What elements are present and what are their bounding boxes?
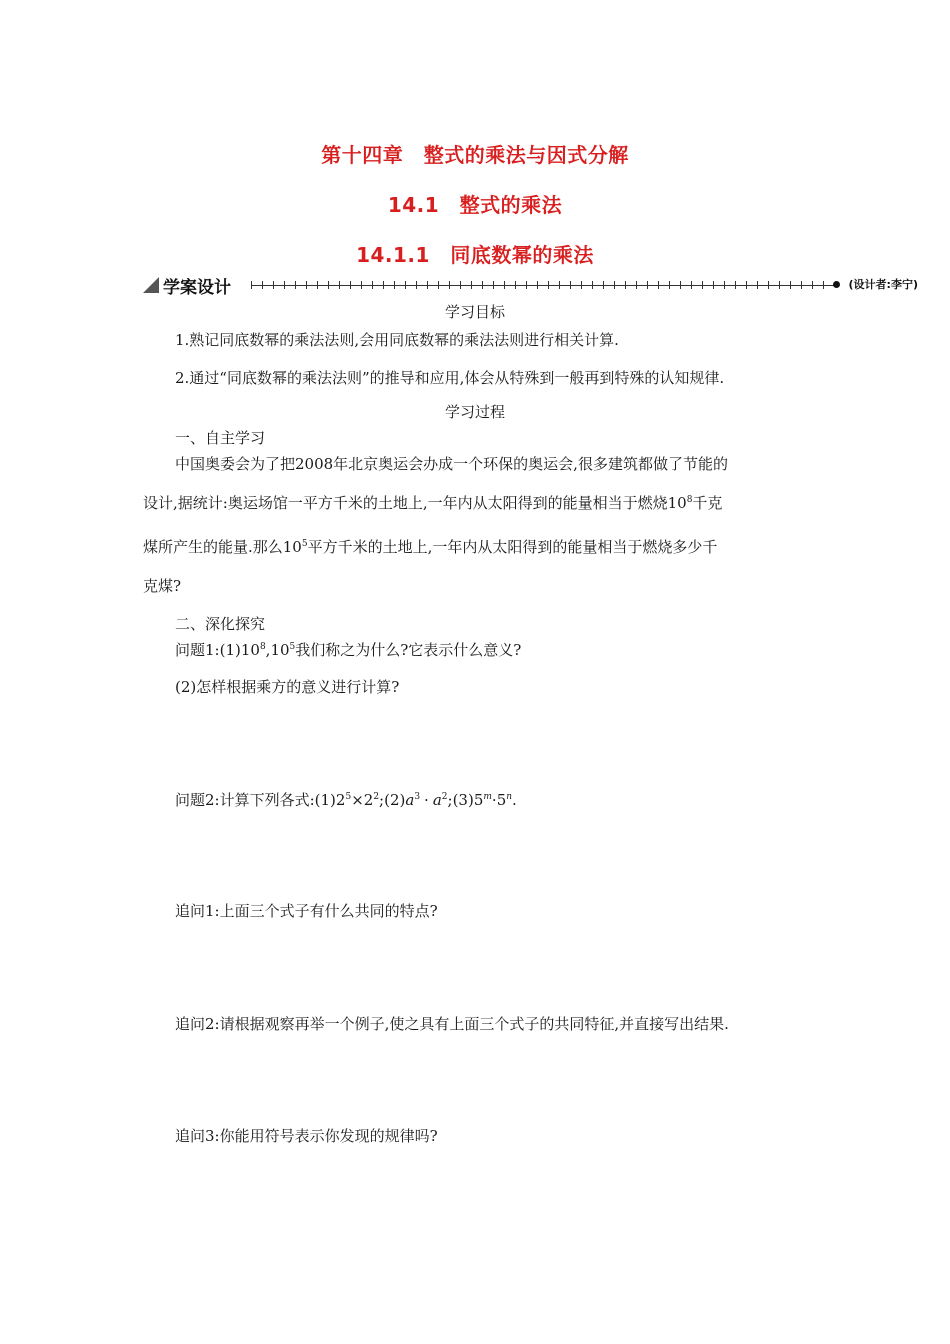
question-2: 问题2:计算下列各式$:(1)2^5\times 2^2;(2)a^3$ · $a^2;(3)5^m\cdot 5^n$. (175, 791, 517, 809)
part2-title: 二、深化探究 (175, 615, 266, 633)
section-title: 14.1 整式的乘法 (387, 193, 563, 217)
designer-credit: (设计者:李宁) (848, 278, 918, 291)
chapter-title: 第十四章 整式的乘法与因式分解 (321, 143, 629, 167)
follow-up-1: 追问1:上面三个式子有什么共同的特点? (175, 902, 438, 920)
triangle-icon (143, 277, 159, 293)
follow-up-3: 追问3:你能用符号表示你发现的规律吗? (175, 1127, 438, 1145)
banner-logo (143, 274, 231, 296)
banner-dot-icon (833, 281, 840, 288)
objectives-heading: 学习目标 (444, 303, 505, 321)
banner-label: 学案设计 (163, 277, 231, 298)
question-1-part-2: (2)怎样根据乘方的意义进行计算? (175, 678, 400, 696)
question-1: 问题$1:(1)10^8,10^5$我们称之为什么?它表示什么意义? (175, 641, 522, 659)
part1-line-1: 中国奥委会为了把2008年北京奥运会办成一个环保的奥运会,很多建筑都做了节能的 (175, 455, 728, 473)
objective-item-2: 2.通过“同底数幂的乘法法则”的推导和应用,体会从特殊到一般再到特殊的认知规律. (175, 369, 725, 387)
process-heading: 学习过程 (444, 403, 505, 421)
part1-line-3: 煤所产生的能量.那么$10^5$平方千米的土地上,一年内从太阳得到的能量相当于燃烧多少千 (143, 538, 718, 556)
part1-line-2: 设计,据统计:奥运场馆一平方千米的土地上,一年内从太阳得到的能量相当于燃烧$10^8$千克 (143, 494, 723, 512)
part1-line-4: 克煤? (143, 577, 182, 595)
part1-title: 一、自主学习 (175, 429, 266, 447)
subsection-title: 14.1.1 同底数幂的乘法 (356, 243, 594, 267)
banner-ticks (251, 281, 834, 289)
follow-up-2: 追问2:请根据观察再举一个例子,使之具有上面三个式子的共同特征,并直接写出结果. (175, 1015, 729, 1033)
objective-item-1: 1.熟记同底数幂的乘法法则,会用同底数幂的乘法法则进行相关计算. (175, 331, 619, 349)
study-plan-banner (143, 274, 918, 296)
